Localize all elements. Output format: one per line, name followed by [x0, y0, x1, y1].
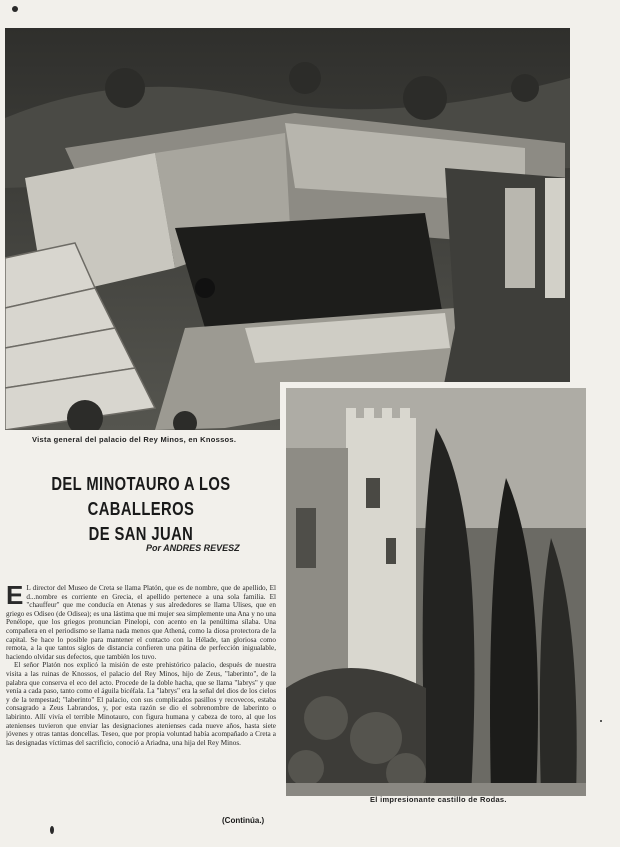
- headline-line-1: DEL MINOTAURO A LOS CABALLEROS: [51, 474, 231, 519]
- article-paragraph: [6, 661, 276, 747]
- article-paragraph: [6, 584, 276, 661]
- print-speck: [12, 6, 18, 12]
- byline: Por ANDRES REVESZ: [146, 543, 240, 553]
- castle-photo: [280, 382, 586, 796]
- caption-palace: Vista general del palacio del Rey Minos, en Knossos.: [32, 435, 237, 444]
- print-speck: [50, 826, 54, 834]
- headline-line-2: DE SAN JUAN: [88, 524, 194, 544]
- continued-note: (Continúa.): [222, 816, 265, 825]
- paragraph-text: L director del Museo de Creta se llama Platón, que es de nombre, que de apellido, El d...nombre es corriente en Grecia, el apellido pertenece a una sola familia. El "chauffeur" que me conducía en Atenas y sus alrededores se llama Ulises, que en griego es Odiseo (de Odisea); es una lástima que mi mujer sea simplemente una Ana y no una Penélope, que los griegos pronuncian Pinelopi, con acento en la penúltima sílaba. Una compañera en el periodismo se llama nada menos que Athená, como la diosa protectora de la capital. Se hace lo posible para mantener el contacto con la Hélade, tan gloriosa como remota, a la que tantos siglos de distancia confieren una pátina de perfección inigualable, haciendo olvidar sus defectos, que también los tuvo.: [6, 584, 276, 661]
- print-speck: [600, 720, 602, 722]
- paragraph-text: El señor Platón nos explicó la misión de este prehistórico palacio, después de nuestra visita a las ruinas de Knossos, el palacio del Rey Minos, hijo de Zeus, "laberinto", de la palabra que conserva el eco del acto. Procede de la doble hacha, que se llama "labrys" y que venía a cada paso, tanto como el águila bicéfala. La "labrys" era la señal del dios de los cielos y de la tempestad; "laberinto" El palacio, con sus complicados pasillos y recovecos, estaba consagrado a Zeus Labrandos, y, por esta razón se dio el sobrenombre de laberinto o labirinto. Allí vivía el terrible Minotauro, con figura humana y cabeza de toro, al que los atenienses tuvieron que enviar las designaciones atenienses cada nueve años, hasta siete jóvenes y otras tantas doncellas. Teseo, que por propia voluntad había acompañado a Creta a las designadas víctimas del sacrificio, conoció a Ariadna, una hija del Rey Minos.: [6, 661, 276, 747]
- article-headline: [4, 472, 278, 547]
- article-body: [6, 584, 276, 816]
- caption-castle: El impresionante castillo de Rodas.: [370, 795, 507, 804]
- palace-photo: [5, 28, 570, 430]
- drop-cap: E: [6, 584, 24, 610]
